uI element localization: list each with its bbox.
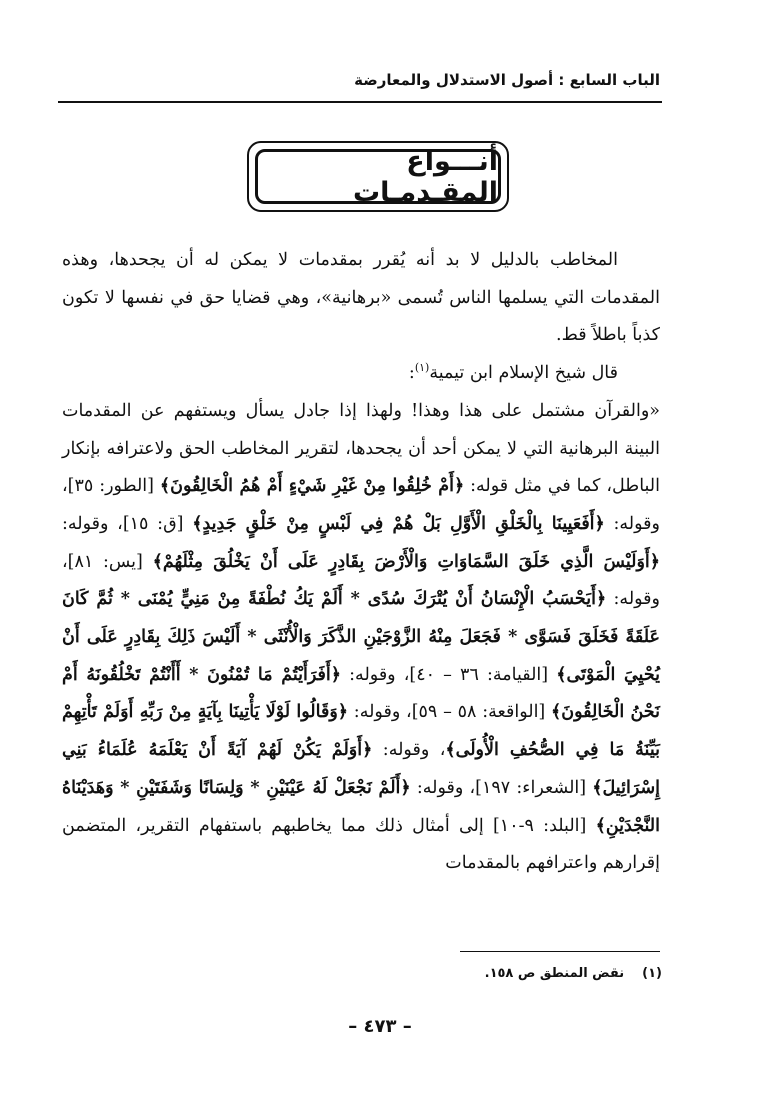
quote-intro: «والقرآن مشتمل على هذا وهذا! ولهذا إذا جادل يسأل ويستفهم عن المقدمات البينة البرهانية التي لا يمكن أحد أن يجحدها، لتقرير المخاطب الحق ولاعترافه بإنكار الباطل، كما في مثل قوله: <box>62 400 661 497</box>
footnote-reference[interactable]: (١) <box>414 361 430 375</box>
verse-reference: [القيامة: ٣٦ – ٤٠]، وقوله: <box>341 664 557 685</box>
running-header: الباب السابع : أصول الاستدلال والمعارضة <box>354 71 660 89</box>
quran-verse: ﴿أَلَمْ نَجْعَلْ لَهُ عَيْنَيْنِ * وَلِسَانًا وَشَفَتَيْنِ * وَهَدَيْنَاهُ النَّجْدَيْنِ﴾ <box>62 777 660 836</box>
paragraph-2 <box>62 355 660 393</box>
footnote-text: نقض المنطق ص ١٥٨. <box>484 966 625 981</box>
quran-verse: ﴿أَيَحْسَبُ الْإِنْسَانُ أَنْ يُتْرَكَ سُدًى * أَلَمْ يَكُ نُطْفَةً مِنْ مَنِيٍّ يُمْنَى * ثُمَّ كَانَ عَلَقَةً فَخَلَقَ فَسَوَّى * فَجَعَلَ مِنْهُ الزَّوْجَيْنِ الذَّكَرَ وَالْأُنْثَى * أَلَيْسَ ذَلِكَ بِقَادِرٍ عَلَى أَنْ يُحْيِيَ الْمَوْتَى﴾ <box>62 589 660 685</box>
verse-reference: [البلد: ٩-١٠] إلى أمثال ذلك مما يخاطبهم باستفهام التقرير، المتضمن إقرارهم واعترافهم بالمقدمات <box>62 815 660 874</box>
section-title: أنـــواع المقـدمـات <box>353 145 498 208</box>
verse-reference: ، وقوله: <box>372 740 446 761</box>
verse-reference: [الطور: ٣٥]، وقوله: <box>62 476 660 534</box>
section-title-frame <box>247 141 509 212</box>
verse-reference: [الشعراء: ١٩٧]، وقوله: <box>410 777 593 798</box>
quran-verse: ﴿وَقَالُوا لَوْلَا يَأْتِينَا بِآيَةٍ مِنْ رَبِّهِ أَوَلَمْ تَأْتِهِمْ بَيِّنَةُ مَا فِي الصُّحُفِ الْأُولَى﴾ <box>62 702 660 761</box>
section-title-inner-frame <box>255 145 501 208</box>
footnote-number: (١) <box>642 966 662 981</box>
verse-reference: [ق: ١٥]، وقوله: <box>62 513 193 534</box>
paragraph-2-text: قال شيخ الإسلام ابن تيمية <box>429 363 618 384</box>
footnote <box>300 963 662 985</box>
page-number: – ٤٧٣ – <box>348 1016 412 1037</box>
quran-verse: ﴿أَفَرَأَيْتُمْ مَا تُمْنُونَ * أَأَنْتُمْ تَخْلُقُونَهُ أَمْ نَحْنُ الْخَالِقُونَ﴾ <box>62 664 660 723</box>
paragraph-2-colon: : <box>408 363 415 384</box>
quran-verse: ﴿أَمْ خُلِقُوا مِنْ غَيْرِ شَيْءٍ أَمْ هُمُ الْخَالِقُونَ﴾ <box>159 476 465 497</box>
verse-reference: [يس: ٨١]، وقوله: <box>62 551 661 610</box>
quran-verse: ﴿أَفَعَيِينَا بِالْخَلْقِ الْأَوَّلِ بَلْ هُمْ فِي لَبْسٍ مِنْ خَلْقٍ جَدِيدٍ﴾ <box>192 513 605 534</box>
quran-verse: ﴿أَوَلَمْ يَكُنْ لَهُمْ آيَةً أَنْ يَعْلَمَهُ عُلَمَاءُ بَنِي إِسْرَائِيلَ﴾ <box>62 740 660 798</box>
paragraph-1: المخاطب بالدليل لا بد أنه يُقرر بمقدمات لا يمكن له أن يجحدها، وهذه المقدمات التي يسلمها الناس تُسمى «برهانية»، وهي قضايا حق في نفسها لا تكون كذباً باطلاً قط. <box>62 250 660 346</box>
quran-verse: ﴿أَوَلَيْسَ الَّذِي خَلَقَ السَّمَاوَاتِ وَالْأَرْضَ بِقَادِرٍ عَلَى أَنْ يَخْلُقَ مِثْلَهُمْ﴾ <box>152 551 661 572</box>
verse-reference: [الواقعة: ٥٨ – ٥٩]، وقوله: <box>348 702 552 723</box>
main-text <box>62 242 660 883</box>
footnote-rule <box>460 951 660 952</box>
header-rule <box>58 101 662 103</box>
paragraph-3 <box>62 393 660 883</box>
